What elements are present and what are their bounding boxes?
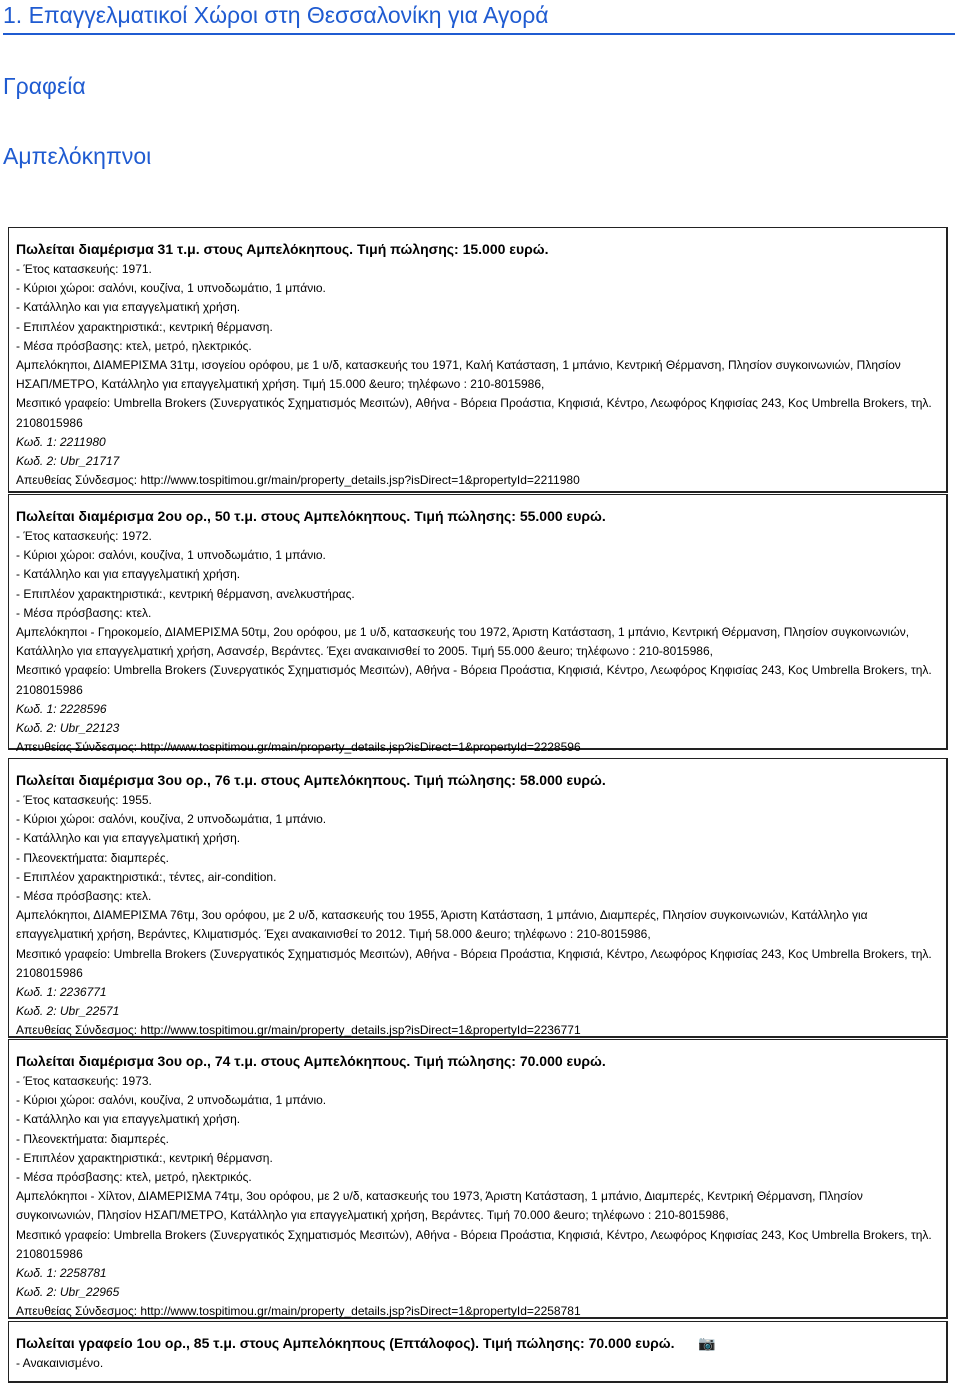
feature-line: - Επιπλέον χαρακτηριστικά:, κεντρική θέρμανση, ανελκυστήρας. [16, 586, 355, 601]
listing-headline[interactable]: Πωλείται διαμέρισμα 2ου ορ., 50 τ.μ. στους Αμπελόκηπους. Τιμή πώλησης: 55.000 ευρώ. [16, 508, 606, 524]
area-heading: Αμπελόκηπνοι [3, 143, 152, 169]
camera-icon[interactable]: 📷 [698, 1335, 716, 1351]
direct-link[interactable]: Απευθείας Σύνδεσμος: http://www.tospitimou.gr/main/property_details.jsp?isDirect=1&propertyId=2236771 [16, 1023, 581, 1038]
listing-card [8, 1321, 948, 1383]
listing-headline[interactable]: Πωλείται γραφείο 1ου ορ., 85 τ.μ. στους Αμπελόκηπους (Επτάλοφος). Τιμή πώλησης: 70.000 ευρώ. [16, 1335, 675, 1351]
listing-code-1: Κωδ. 1: 2211980 [16, 434, 106, 449]
listing-code-2: Κωδ. 2: Ubr_22965 [16, 1285, 120, 1300]
listing-description: Αμπελόκηποι, ΔΙΑΜΕΡΙΣΜΑ 31τμ, ισογείου ορόφου, με 1 υ/δ, κατασκευής του 1971, Καλή Κατάσταση, 1 μπάνιο, Κεντρική Θέρμανση, Πλησίον συγκοινωνιών, Πλησίον ΗΣΑΠ/ΜΕΤΡΟ, Κατάλληλο για επαγγελματική χρήση. Τιμή 15.000 &euro; τηλέφωνο : 210-8015986, [16, 358, 901, 392]
listing-card [8, 494, 948, 755]
listing-code-2: Κωδ. 2: Ubr_21717 [16, 454, 120, 469]
feature-line: - Κύριοι χώροι: σαλόνι, κουζίνα, 2 υπνοδωμάτια, 1 μπάνιο. [16, 812, 327, 827]
direct-link[interactable]: Απευθείας Σύνδεσμος: http://www.tospitimou.gr/main/property_details.jsp?isDirect=1&propertyId=2228596 [16, 740, 581, 755]
feature-line: - Πλεονεκτήματα: διαμπερές. [16, 1131, 169, 1146]
feature-line: - Μέσα πρόσβασης: κτελ, μετρό, ηλεκτρικός. [16, 1170, 252, 1185]
feature-line: - Έτος κατασκευής: 1973. [16, 1074, 152, 1088]
broker-info: Μεσιτικό γραφείο: Umbrella Brokers (Συνεργατικός Σχηματισμός Μεσιτών), Αθήνα - Βόρεια Προάστια, Κηφισιά, Κέντρο, Λεωφόρος Κηφισίας 243, Κος Umbrella Brokers, τηλ. 2108015986 [16, 663, 932, 697]
feature-line: - Επιπλέον χαρακτηριστικά:, κεντρική θέρμανση. [16, 1150, 273, 1165]
listing-headline-row [16, 1334, 940, 1353]
listing-code-1: Κωδ. 1: 2228596 [16, 701, 107, 716]
listing-code-1: Κωδ. 1: 2236771 [16, 985, 107, 1000]
feature-line: - Έτος κατασκευής: 1971. [16, 262, 152, 276]
direct-link[interactable]: Απευθείας Σύνδεσμος: http://www.tospitimou.gr/main/property_details.jsp?isDirect=1&propertyId=2258781 [16, 1304, 581, 1319]
feature-line: - Επιπλέον χαρακτηριστικά:, κεντρική θέρμανση. [16, 319, 273, 334]
listing-description: Αμπελόκηποι - Γηροκομείο, ΔΙΑΜΕΡΙΣΜΑ 50τμ, 2ου ορόφου, με 1 υ/δ, κατασκευής του 1972, Άριστη Κατάσταση, 1 μπάνιο, Κεντρική Θέρμανση, Πλησίον συγκοινωνιών, Κατάλληλο για επαγγελματική χρήση, Ασανσέρ, Βεράντες. Έχει ανακαινισθεί το 2005. Τιμή 55.000 &euro; τηλέφωνο : 210-8015986, [16, 625, 910, 659]
listing-code-1: Κωδ. 1: 2258781 [16, 1266, 107, 1281]
listing-code-2: Κωδ. 2: Ubr_22123 [16, 721, 120, 736]
feature-line: - Κύριοι χώροι: σαλόνι, κουζίνα, 1 υπνοδωμάτιο, 1 μπάνιο. [16, 281, 326, 296]
title-divider [3, 33, 955, 35]
category-heading: Γραφεία [3, 73, 86, 99]
feature-line: - Κατάλληλο και για επαγγελματική χρήση. [16, 831, 241, 846]
feature-line: - Κύριοι χώροι: σαλόνι, κουζίνα, 2 υπνοδωμάτια, 1 μπάνιο. [16, 1093, 327, 1108]
listing-description: Αμπελόκηποι, ΔΙΑΜΕΡΙΣΜΑ 76τμ, 3ου ορόφου, με 2 υ/δ, κατασκευής του 1955, Άριστη Κατάσταση, 1 μπάνιο, Διαμπερές, Πλησίον συγκοινωνιών, Κατάλληλο για επαγγελματική χρήση, Βεράντες, Κλιματισμός. Έχει ανακαινισθεί το 2012. Τιμή 58.000 &euro; τηλέφωνο : 210-8015986, [16, 908, 868, 942]
listing-headline[interactable]: Πωλείται διαμέρισμα 3ου ορ., 74 τ.μ. στους Αμπελόκηπους. Τιμή πώλησης: 70.000 ευρώ. [16, 1053, 606, 1069]
listing-card [8, 227, 948, 493]
feature-line: - Κατάλληλο και για επαγγελματική χρήση. [16, 567, 241, 582]
listing-headline[interactable]: Πωλείται διαμέρισμα 3ου ορ., 76 τ.μ. στους Αμπελόκηπους. Τιμή πώλησης: 58.000 ευρώ. [16, 772, 606, 788]
listing-card [8, 758, 948, 1038]
feature-line: - Μέσα πρόσβασης: κτελ, μετρό, ηλεκτρικός. [16, 338, 252, 353]
feature-line: - Πλεονεκτήματα: διαμπερές. [16, 850, 169, 865]
feature-line: - Έτος κατασκευής: 1972. [16, 529, 152, 543]
feature-line: - Κατάλληλο και για επαγγελματική χρήση. [16, 1112, 241, 1127]
feature-line: - Μέσα πρόσβασης: κτελ. [16, 605, 152, 620]
feature-line: - Κύριοι χώροι: σαλόνι, κουζίνα, 1 υπνοδωμάτιο, 1 μπάνιο. [16, 548, 326, 563]
feature-line: - Έτος κατασκευής: 1955. [16, 793, 152, 807]
listing-code-2: Κωδ. 2: Ubr_22571 [16, 1004, 120, 1019]
feature-line: - Ανακαινισμένο. [16, 1356, 104, 1370]
listing-description: Αμπελόκηποι - Χίλτον, ΔΙΑΜΕΡΙΣΜΑ 74τμ, 3ου ορόφου, με 2 υ/δ, κατασκευής του 1973, Άριστη Κατάσταση, 1 μπάνιο, Διαμπερές, Κεντρική Θέρμανση, Πλησίον συγκοινωνιών, Πλησίον ΗΣΑΠ/ΜΕΤΡΟ, Κατάλληλο για επαγγελματική χρήση, Βεράντες. Τιμή 70.000 &euro; τηλέφωνο : 210-8015986, [16, 1189, 863, 1223]
page-title: 1. Επαγγελματικοί Χώροι στη Θεσσαλονίκη για Αγορά [3, 2, 549, 28]
broker-info: Μεσιτικό γραφείο: Umbrella Brokers (Συνεργατικός Σχηματισμός Μεσιτών), Αθήνα - Βόρεια Προάστια, Κηφισιά, Κέντρο, Λεωφόρος Κηφισίας 243, Κος Umbrella Brokers, τηλ. 2108015986 [16, 946, 932, 980]
feature-line: - Κατάλληλο και για επαγγελματική χρήση. [16, 300, 241, 315]
feature-line: - Μέσα πρόσβασης: κτελ. [16, 889, 152, 904]
broker-info: Μεσιτικό γραφείο: Umbrella Brokers (Συνεργατικός Σχηματισμός Μεσιτών), Αθήνα - Βόρεια Προάστια, Κηφισιά, Κέντρο, Λεωφόρος Κηφισίας 243, Κος Umbrella Brokers, τηλ. 2108015986 [16, 1227, 932, 1261]
direct-link[interactable]: Απευθείας Σύνδεσμος: http://www.tospitimou.gr/main/property_details.jsp?isDirect=1&propertyId=2211980 [16, 473, 580, 488]
listing-headline[interactable]: Πωλείται διαμέρισμα 31 τ.μ. στους Αμπελόκηπους. Τιμή πώλησης: 15.000 ευρώ. [16, 241, 549, 257]
feature-line: - Επιπλέον χαρακτηριστικά:, τέντες, air-condition. [16, 869, 277, 884]
listing-card [8, 1039, 948, 1319]
broker-info: Μεσιτικό γραφείο: Umbrella Brokers (Συνεργατικός Σχηματισμός Μεσιτών), Αθήνα - Βόρεια Προάστια, Κηφισιά, Κέντρο, Λεωφόρος Κηφισίας 243, Κος Umbrella Brokers, τηλ. 2108015986 [16, 396, 932, 430]
